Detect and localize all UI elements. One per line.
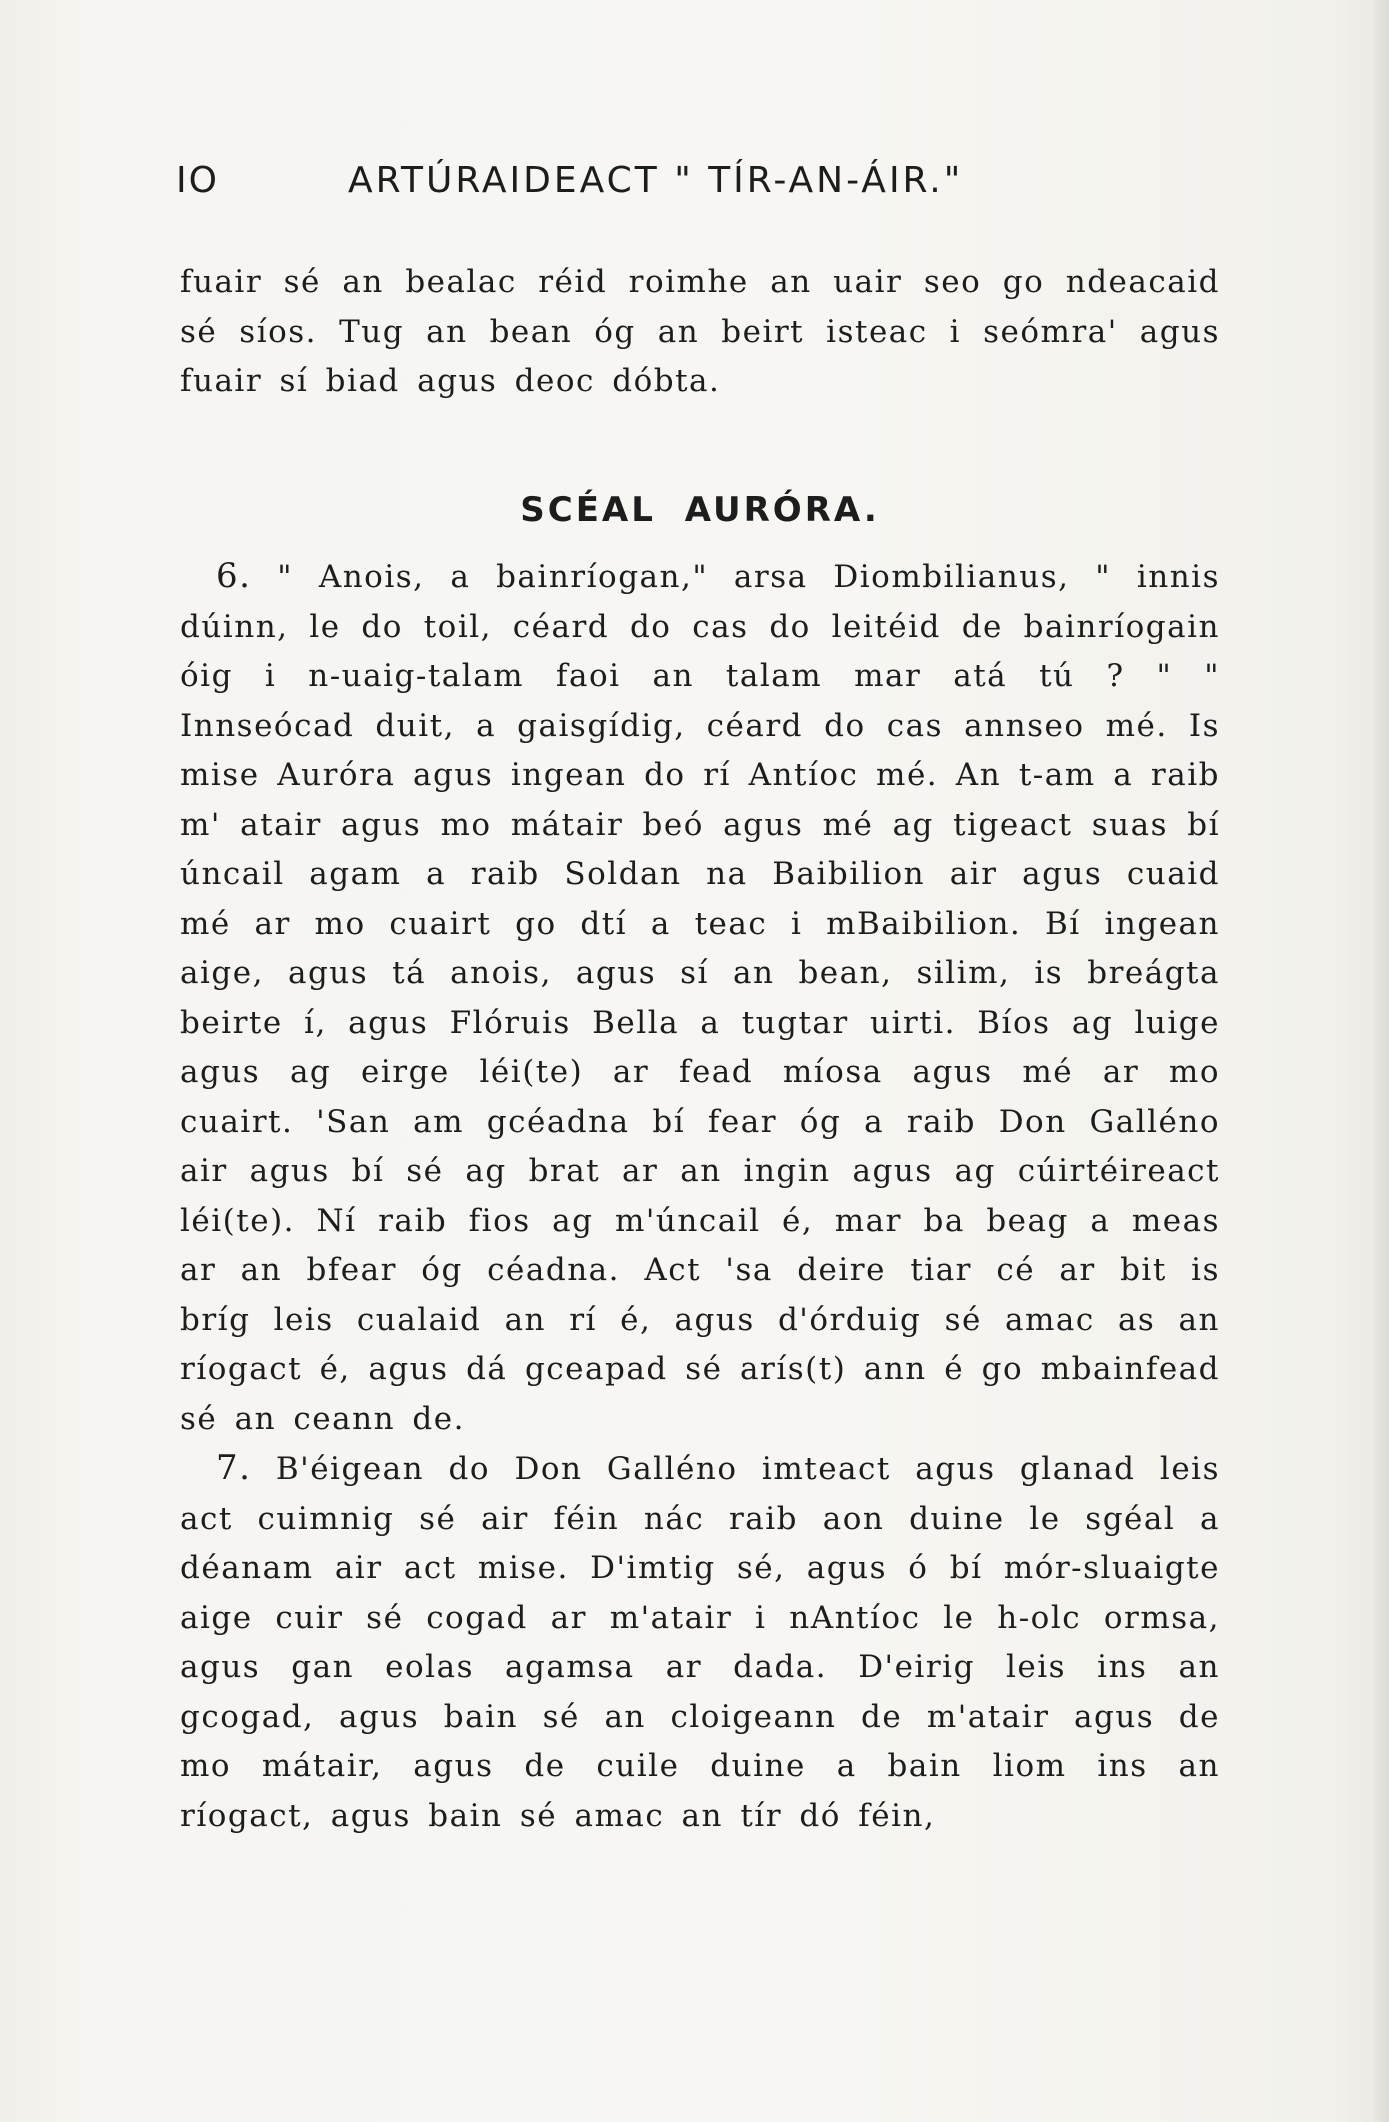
paragraph-number: 7. [216, 1448, 252, 1488]
body-text [180, 552, 1220, 1841]
paragraph-7 [180, 1444, 1220, 1841]
paragraph-text: " Anois, a bainríogan," arsa Diombilianus, " innis dúinn, le do toil, céard do cas do leitéid de bainríogain óig i n-uaig-talam faoi an talam mar atá tú ? " " Innseócad duit, a gaisgídig, céard do cas annseo mé. Is mise Auróra agus ingean do rí Antíoc mé. An t-am a raib m' atair agus mo mátair beó agus mé ag tigeact suas bí úncail agam a raib Soldan na Baibilion air agus cuaid mé ar mo cuairt go dtí a teac i mBaibilion. Bí ingean aige, agus tá anois, agus sí an bean, silim, is breágta beirte í, agus Flóruis Bella a tugtar uirti. Bíos ag luige agus ag eirge léi(te) ar fead míosa agus mé ar mo cuairt. 'San am gcéadna bí fear óg a raib Don Galléno air agus bí sé ag brat ar an ingin agus ag cúirtéireact léi(te). Ní raib fios ag m'úncail é, mar ba beag a meas ar an bfear óg céadna. Act 'sa deire tiar cé ar bit is bríg leis cualaid an rí é, agus d'órduig sé amac as an ríogact é, agus dá gceapad sé arís(t) ann é go mbainfead sé an ceann de. [180, 559, 1220, 1437]
paragraph-text: B'éigean do Don Galléno imteact agus glanad leis act cuimnig sé air féin nác raib aon duine le sgéal a déanam air act mise. D'imtig sé, agus ó bí mór-sluaigte aige cuir sé cogad ar m'atair i nAntíoc le h-olc ormsa, agus gan eolas agamsa ar dada. D'eirig leis ins an gcogad, agus bain sé an cloigeann de m'atair agus de mo mátair, agus de cuile duine a bain liom ins an ríogact, agus bain sé amac an tír dó féin, [180, 1451, 1220, 1834]
intro-paragraph-block [180, 258, 1220, 407]
intro-paragraph: fuair sé an bealac réid roimhe an uair seo go ndeacaid sé síos. Tug an bean óg an beirt isteac i seómra' agus fuair sí biad agus deoc dóbta. [180, 264, 1220, 399]
running-title: ARTÚRAIDEACT " TÍR-AN-ÁIR." [348, 160, 964, 201]
page-number: IO [176, 160, 219, 201]
paragraph-6 [180, 552, 1220, 1444]
page-header [176, 160, 1216, 220]
page-edge-shadow [1371, 0, 1389, 2122]
section-heading: SCÉAL AURÓRA. [520, 490, 880, 530]
paragraph-number: 6. [216, 556, 252, 596]
